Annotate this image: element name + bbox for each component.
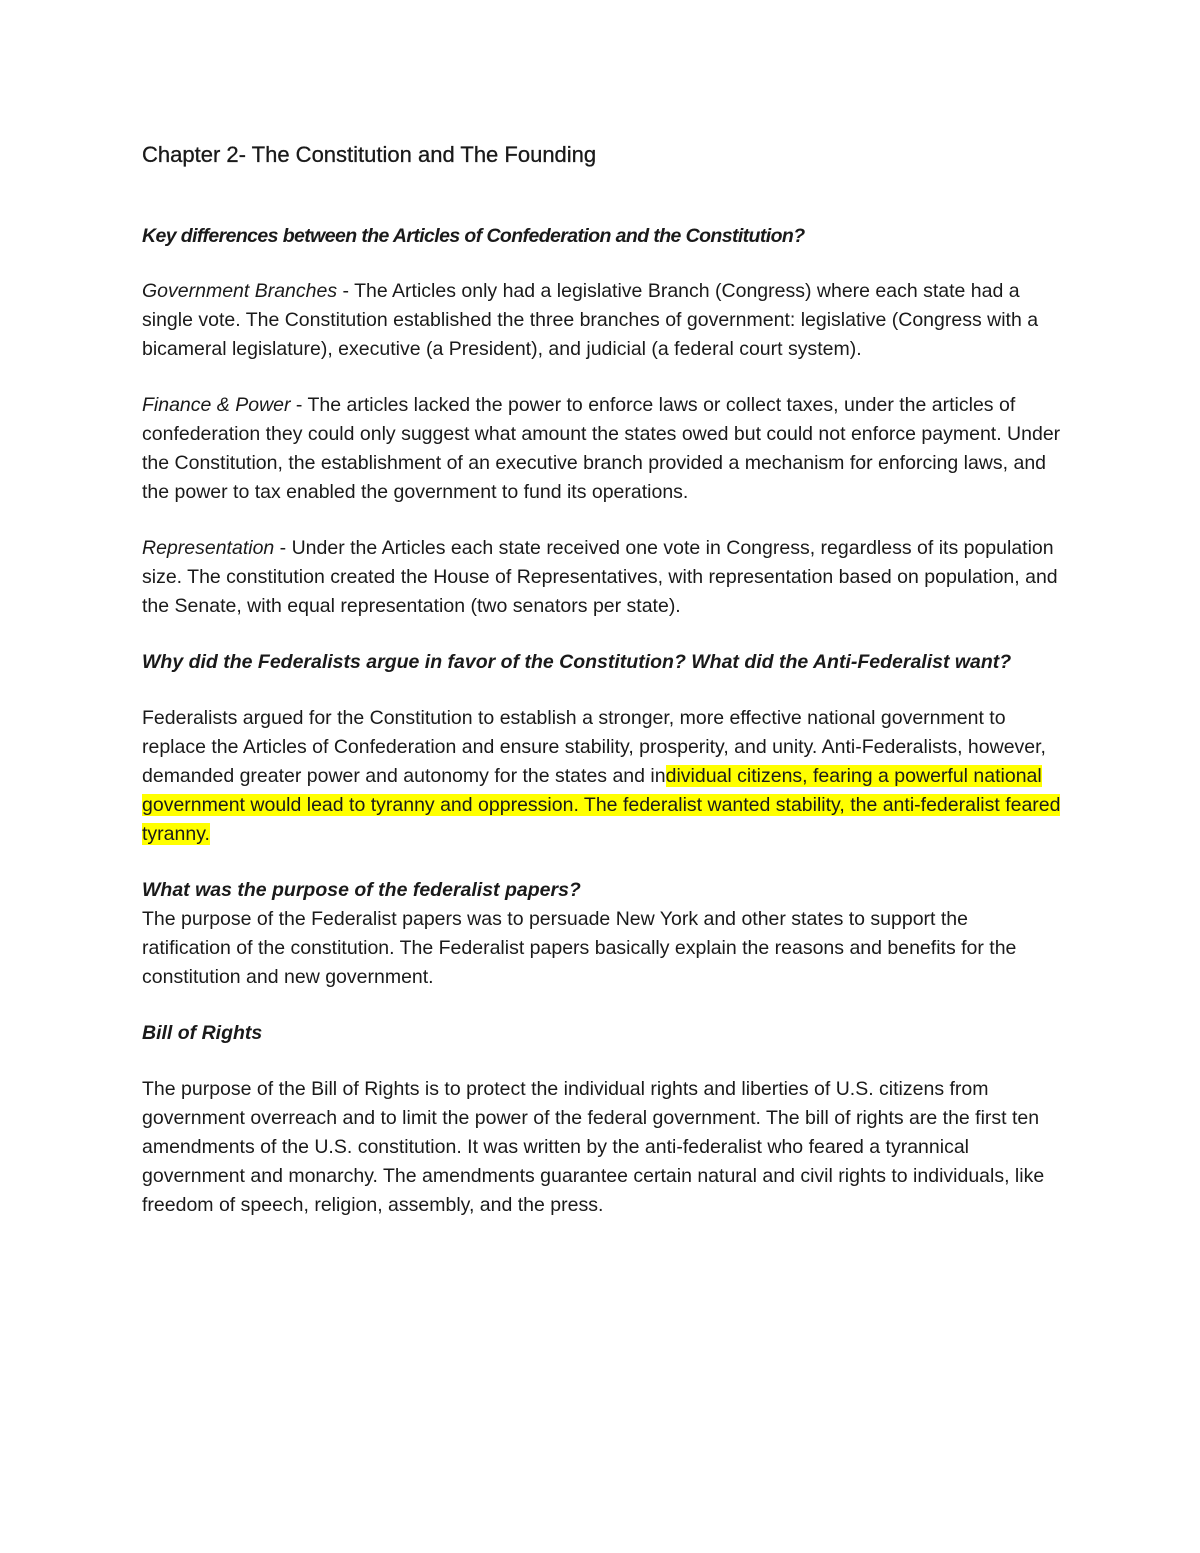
text-government-branches: - The Articles only had a legislative Branch (Congress) where each state had a single vote. The Constitution established the three branches of government: legislative (Congress with a bicameral legislature), executive (a President), and judicial (a federal court system).: [142, 280, 1039, 360]
term-government-branches: Government Branches: [142, 280, 338, 302]
section-heading-key-differences: Key differences between the Articles of Confederation and the Constitution?: [142, 225, 805, 247]
document-page: [142, 138, 1062, 1247]
section-heading-federalist-papers: What was the purpose of the federalist papers?: [142, 879, 581, 901]
paragraph-bill-of-rights: The purpose of the Bill of Rights is to protect the individual rights and liberties of U.S. citizens from government overreach and to limit the power of the federal government. The bill of rights are the first ten amendments of the U.S. constitution. It was written by the anti-federalist who feared a tyrannical government and monarchy. The amendments guarantee certain natural and civil rights to individuals, like freedom of speech, religion, assembly, and the press.: [142, 1078, 1045, 1216]
section-heading-federalists: Why did the Federalists argue in favor of the Constitution? What did the Anti-Federalist want?: [142, 651, 1012, 673]
text-finance-power: - The articles lacked the power to enforce laws or collect taxes, under the articles of confederation they could only suggest what amount the states owed but could not enforce payment. Under the Constitution, the establishment of an executive branch provided a mechanism for enforcing laws, and the power to tax enabled the government to fund its operations.: [142, 394, 1061, 503]
paragraph-representation: [142, 534, 1062, 621]
term-finance-power: Finance & Power: [142, 394, 291, 416]
section-heading-bill-of-rights: Bill of Rights: [142, 1022, 263, 1044]
paragraph-federalist-papers: The purpose of the Federalist papers was to persuade New York and other states to support the ratification of the constitution. The Federalist papers basically explain the reasons and benefits for the constitution and new government.: [142, 908, 1017, 988]
paragraph-government-branches: [142, 277, 1062, 364]
text-federalists-plain: Federalists argued for the Constitution to establish a stronger, more effective national government to replace the Articles of Confederation and ensure stability, prosperity, and unity. Anti-Federalists, however, demanded greater power and autonomy for the states and in: [142, 707, 1046, 787]
text-representation: - Under the Articles each state received one vote in Congress, regardless of its population size. The constitution created the House of Representatives, with representation based on population, and the Senate, with equal representation (two senators per state).: [142, 537, 1058, 617]
term-representation: Representation: [142, 537, 275, 559]
text-federalists-highlighted: dividual citizens, fearing a powerful national government would lead to tyranny and oppression. The federalist wanted stability, the anti-federalist feared tyranny.: [142, 765, 1061, 845]
paragraph-federalists: [142, 704, 1062, 849]
page-title: Chapter 2- The Constitution and The Founding: [142, 142, 597, 167]
paragraph-finance-power: [142, 391, 1062, 507]
